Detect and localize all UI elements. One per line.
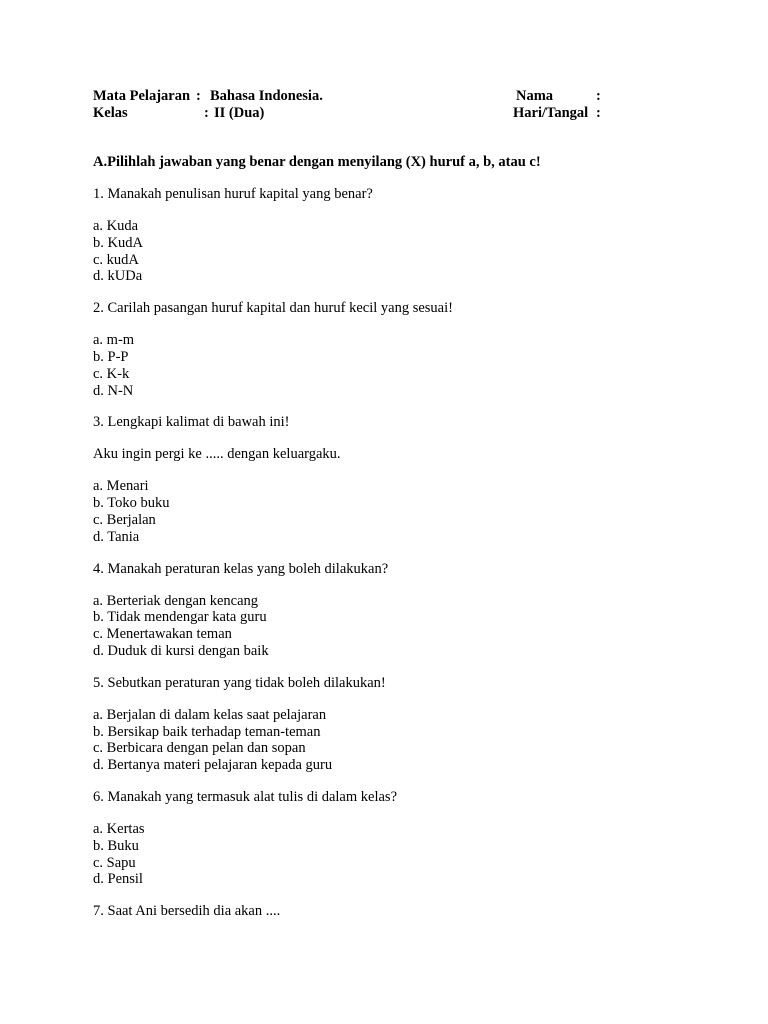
subject-label: Mata Pelajaran <box>93 88 191 104</box>
answer-option: d. N-N <box>93 382 134 399</box>
answer-option: b. Bersikap baik terhadap teman-teman <box>93 723 321 740</box>
question-text: 4. Manakah peraturan kelas yang boleh dilakukan? <box>93 560 389 577</box>
answer-option: b. Toko buku <box>93 495 170 512</box>
question-list <box>93 186 693 920</box>
answer-option: a. Kuda <box>93 218 139 234</box>
worksheet-header <box>93 88 693 124</box>
worksheet-page <box>93 88 693 920</box>
question-7 <box>93 903 693 920</box>
answer-option: c. Berjalan <box>93 511 156 528</box>
answer-option: d. Duduk di kursi dengan baik <box>93 642 269 659</box>
question-text: 6. Manakah yang termasuk alat tulis di dalam kelas? <box>93 788 398 805</box>
answer-option: b. P-P <box>93 348 129 365</box>
answer-option: b. KudA <box>93 234 143 251</box>
answer-option: a. Menari <box>93 478 149 495</box>
answer-option: d. Tania <box>93 528 140 545</box>
question-4 <box>93 561 693 660</box>
question-text: 1. Manakah penulisan huruf kapital yang benar? <box>93 186 373 202</box>
answer-option: c. kudA <box>93 251 139 268</box>
answer-option: a. Kertas <box>93 820 145 837</box>
section-a-instruction: A.Pilihlah jawaban yang benar dengan menyilang (X) huruf a, b, atau c! <box>93 154 541 170</box>
answer-option: d. Pensil <box>93 871 143 888</box>
answer-option: d. kUDa <box>93 268 143 285</box>
answer-option: b. Buku <box>93 837 139 854</box>
answer-options <box>93 593 693 660</box>
question-3 <box>93 414 693 545</box>
answer-options <box>93 707 693 774</box>
answer-option: a. m-m <box>93 332 135 349</box>
question-6 <box>93 789 693 888</box>
subject-value: Bahasa Indonesia. <box>210 88 323 104</box>
class-colon: : <box>204 105 209 121</box>
question-text: 7. Saat Ani bersedih dia akan .... <box>93 903 281 920</box>
answer-option: c. Menertawakan teman <box>93 626 232 643</box>
answer-options <box>93 218 693 285</box>
question-1 <box>93 186 693 285</box>
header-row-class <box>93 105 693 121</box>
answer-options <box>93 478 693 545</box>
answer-option: c. K-k <box>93 365 130 382</box>
subject-colon: : <box>196 88 201 104</box>
question-2 <box>93 300 693 399</box>
answer-options <box>93 332 693 399</box>
name-colon: : <box>596 88 601 104</box>
question-sentence: Aku ingin pergi ke ..... dengan keluargaku. <box>93 446 341 463</box>
answer-option: c. Sapu <box>93 854 136 871</box>
question-text: 3. Lengkapi kalimat di bawah ini! <box>93 414 290 431</box>
answer-option: a. Berteriak dengan kencang <box>93 592 259 609</box>
answer-option: b. Tidak mendengar kata guru <box>93 609 267 626</box>
class-label: Kelas <box>93 105 128 121</box>
date-colon: : <box>596 105 601 121</box>
date-label: Hari/Tangal <box>513 105 589 121</box>
answer-option: a. Berjalan di dalam kelas saat pelajaran <box>93 706 327 723</box>
header-row-subject <box>93 88 693 104</box>
question-5 <box>93 675 693 774</box>
name-label: Nama <box>516 88 554 104</box>
answer-options <box>93 821 693 888</box>
class-value: II (Dua) <box>214 105 265 121</box>
answer-option: d. Bertanya materi pelajaran kepada guru <box>93 757 333 774</box>
question-text: 5. Sebutkan peraturan yang tidak boleh dilakukan! <box>93 674 386 691</box>
answer-option: c. Berbicara dengan pelan dan sopan <box>93 740 306 757</box>
question-text: 2. Carilah pasangan huruf kapital dan huruf kecil yang sesuai! <box>93 300 453 317</box>
